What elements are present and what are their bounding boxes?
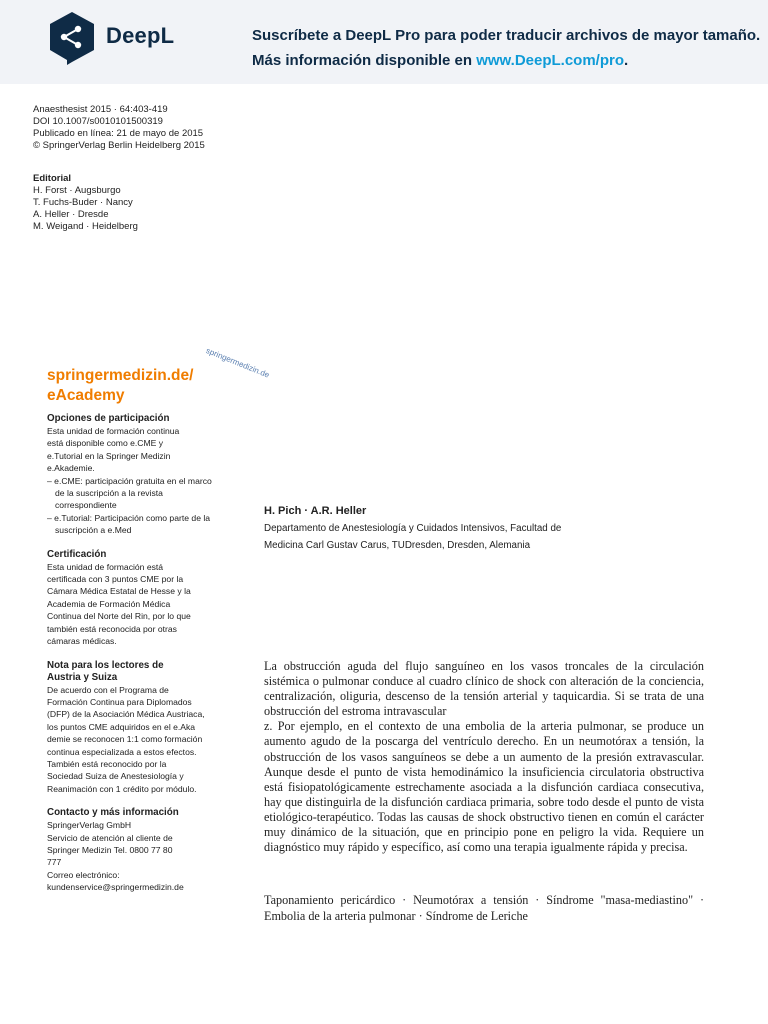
contact-line: Springer Medizin Tel. 0800 77 80 [47,844,173,855]
participation-line: Esta unidad de formación continua [47,426,180,436]
certification-line: cámaras médicas. [47,636,117,647]
contact-line: Correo electrónico: [47,869,120,880]
contact-heading: Contacto y más información [47,807,179,819]
certification-heading: Certificación [47,548,107,560]
note-line: Sociedad Suiza de Anestesiología y [47,771,184,782]
note-heading-line1: Nota para los lectores de [47,659,164,671]
journal-meta [33,104,205,152]
participation-option: – e.CME: participación gratuita en el marco de la suscripción a la revista correspondiente [47,475,212,511]
editorial-heading: Editorial [33,173,72,184]
participation-heading: Opciones de participación [47,413,170,424]
sidebar-title-line1[interactable]: springermedizin.de/ [47,367,194,384]
banner-subscribe-text: Suscríbete a DeepL Pro para poder traducir archivos de mayor tamaño. [252,27,761,44]
certification-line: Academia de Formación Médica [47,598,171,609]
participation-line: e.Akademie. [47,463,95,474]
note-line: De acuerdo con el Programa de [47,684,169,695]
banner-info-suffix: . [624,52,629,69]
affiliation-line: Medicina Carl Gustav Carus, TUDresden, Dresden, Alemania [264,540,531,551]
contact-line: SpringerVerlag GmbH [47,820,132,831]
contact-email[interactable]: kundenservice@springermedizin.de [47,882,184,893]
doi: DOI 10.1007/s0010101500319 [33,116,163,127]
certification-line: Continua del Norte del Rin, por lo que [47,611,191,622]
editorial-block [33,173,138,233]
deepl-banner [0,0,768,84]
article-authors: H. Pich · A.R. Heller [264,505,367,517]
note-line: Reanimación con 1 crédito por módulo. [47,783,197,794]
copyright: © SpringerVerlag Berlin Heidelberg 2015 [33,140,205,151]
participation-option: – e.Tutorial: Participación como parte de la suscripción a e.Med [47,512,211,536]
note-line: continua especializada a estos efectos. [47,746,197,757]
contact-line: 777 [47,857,62,868]
contact-line: Servicio de atención al cliente de [47,832,173,843]
certification-line: certificada con 3 puntos CME por la [47,574,184,585]
note-line: los puntos CME adquiridos en el e.Aka [47,721,196,732]
deepl-pro-link[interactable]: www.DeepL.com/pro [476,52,624,69]
note-heading-line2: Austria y Suiza [47,671,118,683]
participation-line: e.Tutorial en la Springer Medizin [47,450,171,461]
published-date: Publicado en línea: 21 de mayo de 2015 [33,128,204,139]
note-line: También está reconocido por la [47,758,167,769]
sidebar-title-line2[interactable]: eAcademy [47,387,125,404]
certification-line: también está reconocida por otras [47,623,177,634]
note-line: Formación Continua para Diplomados [47,696,192,707]
editor-item: H. Forst · Augsburgo [33,185,121,196]
certification-line: Esta unidad de formación está [47,561,164,572]
article-affiliation [264,520,564,554]
deepl-brand-name[interactable]: DeepL [106,23,175,48]
participation-line: está disponible como e.CME y [47,438,164,449]
deepl-share-icon[interactable] [47,10,97,66]
editor-item: A. Heller · Dresde [33,209,109,220]
journal-citation: Anaesthesist 2015 · 64:403-419 [33,104,168,115]
editor-item: T. Fuchs-Buder · Nancy [33,197,133,208]
abstract-paragraph: z. Por ejemplo, en el contexto de una embolia de la arteria pulmonar, se produce un aumento agudo de la poscarga del ventrículo derecho. En un neumotórax a tensión, la obstrucción de los vasos sanguíneos se debe a un aumento de la presión extravascular. Aunque desde el punto de vista hemodinámico la insuficiencia circulatoria obstructiva está fisiopatológicamente estrechamente asociada a la disfunción cardiaca consecutiva, hay que distinguirla de la disfunción cardiaca primaria, sobre todo desde el punto de vista etiológico-terapéutico. Todas las causas de shock obstructivo tienen en común el carácter muy dinámico de la situación, que en principio pone en peligro la vida. Requiere un diagnóstico muy rápido y específico, así como una terapia igualmente rápida y precisa. [264,719,704,855]
springermedizin-watermark: springermedizin.de [204,346,271,380]
note-line: demie se reconocen 1:1 como formación [47,734,203,745]
note-line: (DFP) de la Asociación Médica Austriaca, [47,709,205,720]
article-keywords: Taponamiento pericárdico · Neumotórax a tensión · Síndrome "masa-mediastino" · Embolia de la arteria pulmonar · Síndrome de Leriche [264,893,704,923]
certification-line: Cámara Médica Estatal de Hesse y la [47,586,191,597]
affiliation-line: Departamento de Anestesiología y Cuidados Intensivos, Facultad de [264,523,562,534]
article-abstract [264,659,704,855]
abstract-paragraph: La obstrucción aguda del flujo sanguíneo en los vasos troncales de la circulación sistémica o pulmonar conduce al cuadro clínico de shock con alteración de la conciencia, centralización, oliguria, descenso de la tensión arterial y taquicardia. Si se trata de una obstrucción del estroma intravascular [264,659,704,719]
eacademy-sidebar [47,366,217,894]
banner-info-prefix: Más información disponible en [252,52,477,69]
editor-item: M. Weigand · Heidelberg [33,221,138,232]
banner-info-text [252,52,628,69]
